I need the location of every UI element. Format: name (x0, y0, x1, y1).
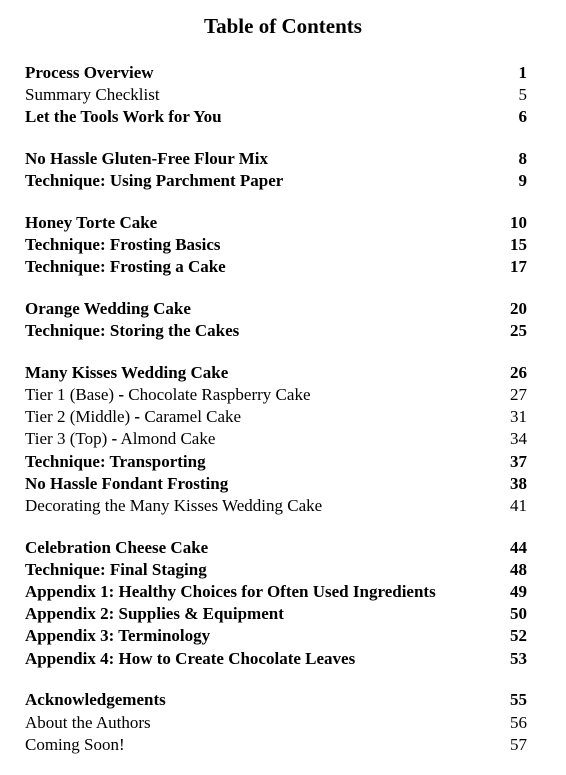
toc-entry-page-number: 44 (510, 537, 527, 557)
toc-entry-title: Technique: Frosting a Cake (25, 257, 226, 277)
toc-entry-title: Decorating the Many Kisses Wedding Cake (25, 496, 323, 515)
toc-entry (25, 84, 527, 106)
toc-entry-tier: Tier 2 (Middle) (25, 407, 135, 427)
toc-entry (25, 212, 527, 234)
toc-entry-separator: - (111, 429, 118, 449)
toc-entry (25, 537, 527, 559)
toc-entry-page-number: 15 (510, 235, 527, 255)
toc-entry (25, 451, 527, 473)
toc-entry-page-number: 37 (510, 451, 527, 471)
toc-entry-page-number: 49 (510, 582, 527, 602)
toc-entry-page-number: 34 (510, 429, 527, 449)
toc-entry (25, 234, 527, 256)
toc-entry-page-number: 25 (510, 321, 527, 341)
toc-entry-page-number: 31 (510, 407, 527, 427)
toc-section (25, 212, 527, 279)
toc-entry-title: Technique: Final Staging (25, 559, 207, 579)
toc-entry-title: Let the Tools Work for You (25, 107, 222, 127)
toc-entry (25, 148, 527, 170)
toc-entry-tier: Tier 3 (Top) (25, 429, 112, 449)
toc-section (25, 362, 527, 517)
toc-entry-title: About the Authors (25, 712, 151, 732)
toc-entry-page-number: 27 (510, 385, 527, 405)
toc-entry (25, 170, 527, 192)
toc-entry-title: Honey Torte Cake (25, 212, 158, 232)
toc-entry (25, 406, 527, 428)
toc-entry-page-number: 48 (510, 559, 527, 579)
toc-entry (25, 106, 527, 128)
toc-entry (25, 581, 527, 603)
toc-entry-page-number: 50 (510, 604, 527, 624)
toc-entry (25, 473, 527, 495)
toc-entry (25, 298, 527, 320)
toc-entry (25, 689, 527, 711)
toc-entry-page-number: 9 (518, 171, 527, 191)
toc-entry (25, 648, 527, 670)
toc-entry (25, 603, 527, 625)
toc-entry-title: Coming Soon! (25, 734, 125, 754)
toc-section (25, 689, 527, 756)
toc-entry-title: Technique: Storing the Cakes (25, 321, 240, 341)
toc-entry (25, 320, 527, 342)
toc-entry-page-number: 57 (510, 734, 527, 754)
toc-entry-page-number: 1 (518, 63, 527, 82)
toc-entry-page-number: 17 (510, 257, 527, 277)
toc-entry-page-number: 26 (510, 362, 527, 382)
toc-entry (25, 734, 527, 756)
toc-entry-tier: Tier 1 (Base) (25, 385, 119, 405)
toc-entry-page-number: 10 (510, 212, 527, 232)
toc-entry-title: Appendix 3: Terminology (25, 626, 211, 646)
toc-entry-separator: - (134, 407, 141, 427)
toc-entry (25, 256, 527, 278)
toc-entry (25, 495, 527, 517)
toc-entry-subtitle: Caramel Cake (140, 407, 242, 427)
toc-section (25, 62, 527, 129)
toc-section (25, 537, 527, 670)
toc-entry (25, 428, 527, 450)
toc-section (25, 298, 527, 342)
toc-entry-title: No Hassle Fondant Frosting (25, 473, 229, 493)
toc-entry-subtitle: Chocolate Raspberry Cake (124, 385, 311, 405)
toc-entry-title (25, 406, 504, 428)
toc-entry-page-number: 41 (510, 496, 527, 515)
toc-entry-page-number: 20 (510, 299, 527, 318)
toc-entry-title: Summary Checklist (25, 85, 160, 105)
toc-entry-title: Appendix 1: Healthy Choices for Often Used Ingredients (25, 582, 436, 602)
toc-entry (25, 559, 527, 581)
toc-entry-page-number: 8 (518, 149, 527, 169)
toc-entry-title: Many Kisses Wedding Cake (25, 362, 229, 382)
toc-entry-page-number: 5 (518, 85, 527, 105)
toc-entry-title: Celebration Cheese Cake (25, 537, 209, 557)
toc-entry (25, 62, 527, 84)
toc-entry-title: Acknowledgements (25, 690, 166, 710)
toc-entry-title: Appendix 2: Supplies & Equipment (25, 604, 284, 624)
toc-entry-page-number: 38 (510, 473, 527, 493)
toc-entry-page-number: 55 (510, 690, 527, 710)
toc-entry-title: Technique: Using Parchment Paper (25, 171, 284, 191)
toc-entry-title: No Hassle Gluten-Free Flour Mix (25, 149, 269, 169)
toc-entry (25, 625, 527, 647)
toc-entry-page-number: 53 (510, 648, 527, 668)
toc-entry-title: Technique: Transporting (25, 451, 206, 471)
toc-entry-title (25, 384, 504, 406)
toc-entry-page-number: 52 (510, 626, 527, 646)
toc-entry (25, 384, 527, 406)
toc-entry-title: Technique: Frosting Basics (25, 235, 221, 255)
toc-entry-title: Appendix 4: How to Create Chocolate Leaves (25, 648, 356, 668)
toc-entry (25, 712, 527, 734)
toc-entry-page-number: 6 (518, 107, 527, 127)
toc-entry-separator: - (118, 385, 125, 405)
toc-section (25, 148, 527, 192)
toc-entry (25, 362, 527, 384)
toc-entry-page-number: 56 (510, 712, 527, 732)
toc-entry-title: Orange Wedding Cake (25, 299, 191, 318)
toc-entry-title: Process Overview (25, 63, 154, 82)
toc-entry-title (25, 428, 504, 450)
table-of-contents (25, 62, 527, 775)
toc-entry-subtitle: Almond Cake (117, 429, 216, 449)
page-title: Table of Contents (204, 14, 362, 38)
